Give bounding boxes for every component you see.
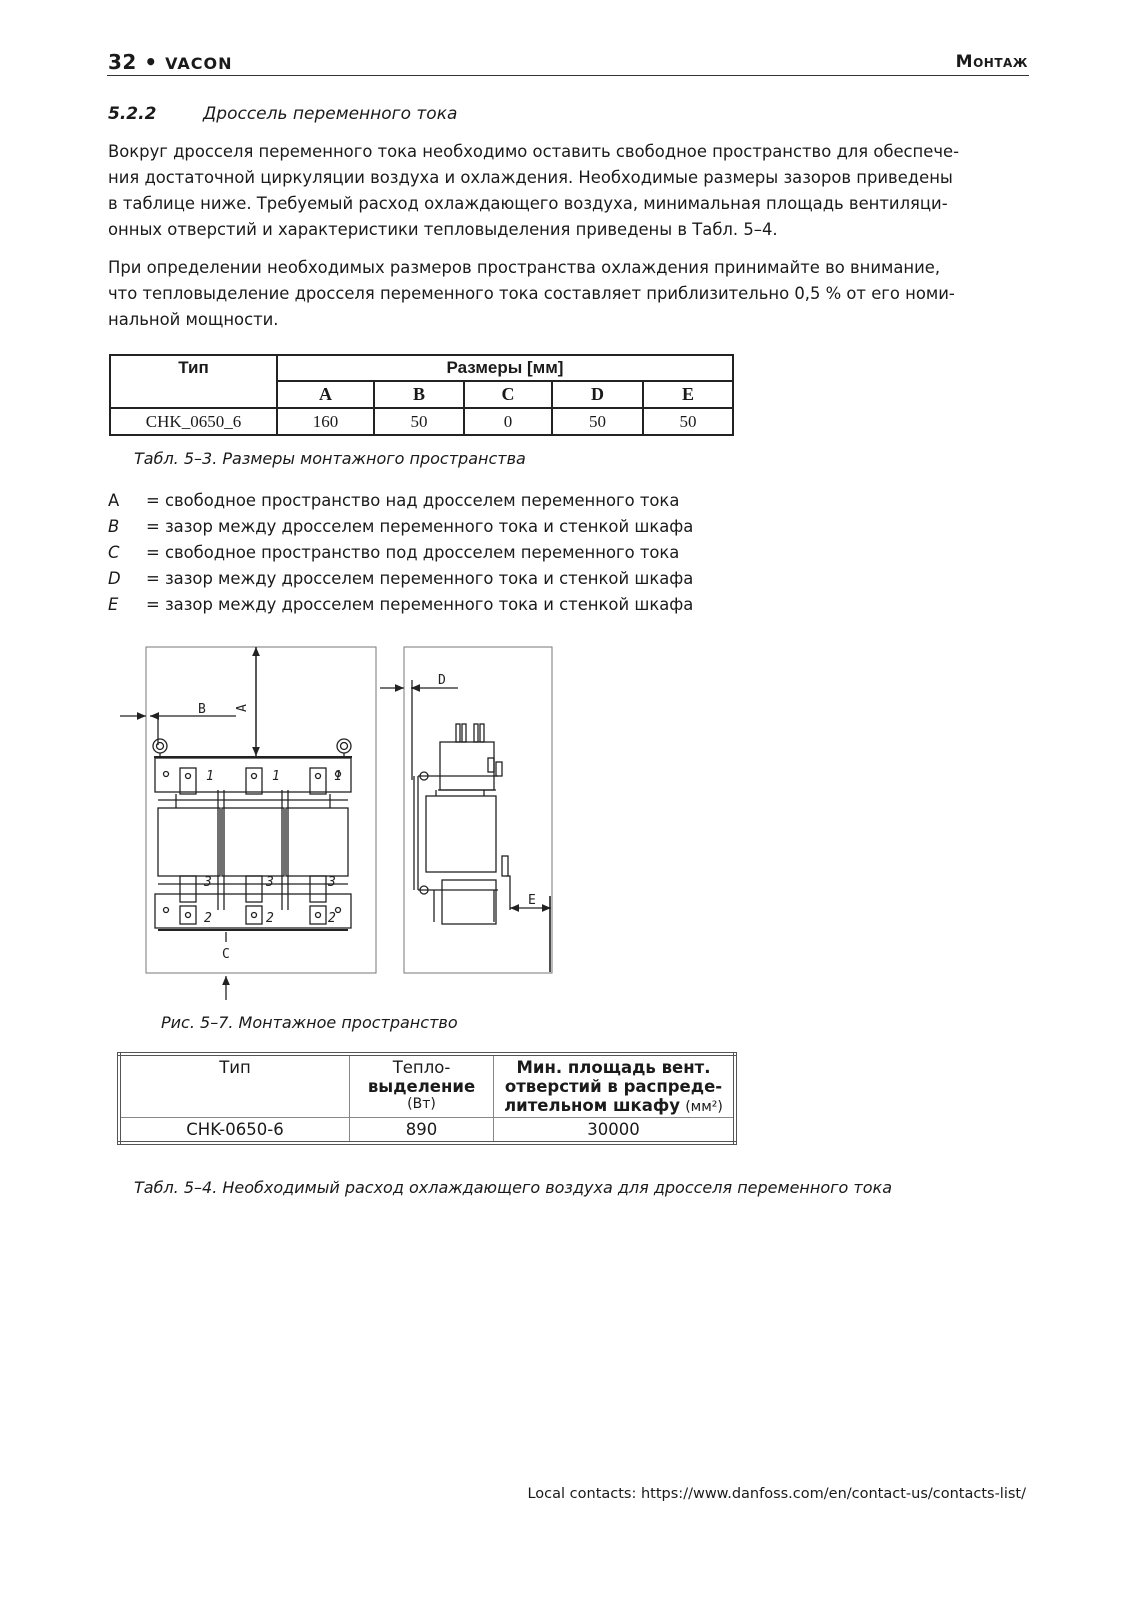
page-header-left — [108, 50, 233, 74]
table-header-type: Тип — [119, 1054, 350, 1118]
brand-name: VACON — [165, 54, 233, 73]
cell-area: 30000 — [494, 1118, 736, 1144]
label-d: D — [438, 673, 446, 688]
front-view — [120, 647, 376, 1000]
section-title: Дроссель переменного тока — [203, 104, 458, 124]
choke-drawing — [118, 640, 568, 1005]
paragraph-line: в таблице ниже. Требуемый расход охлаждающего воздуха, минимальная площадь вентиляци- — [108, 194, 948, 213]
paragraph-line: что тепловыделение дросселя переменного тока составляет приблизительно 0,5 % от его номи- — [108, 284, 955, 303]
paragraph-line: онных отверстий и характеристики тепловыделения приведены в Табл. 5–4. — [108, 220, 778, 239]
cell-b: 50 — [374, 408, 464, 435]
legend-item: C = свободное пространство под дросселем переменного тока — [108, 543, 680, 562]
terminal-label: 1 — [272, 769, 280, 784]
cell-a: 160 — [277, 408, 374, 435]
table-header-dimensions: Размеры [мм] — [277, 355, 733, 381]
table-header-vent-area: Мин. площадь вент. отверстий в распреде- лительном шкафу (мм²) — [494, 1054, 736, 1118]
terminal-label: 3 — [328, 875, 336, 890]
mounting-space-table — [109, 354, 734, 436]
side-view — [380, 647, 552, 973]
cell-type: CHK_0650_6 — [110, 408, 277, 435]
cell-heat: 890 — [350, 1118, 494, 1144]
cell-d: 50 — [552, 408, 643, 435]
column-header-d: D — [552, 381, 643, 408]
table-1-caption: Табл. 5–3. Размеры монтажного пространства — [134, 449, 526, 468]
label-c: C — [222, 947, 230, 962]
paragraph-line: Вокруг дросселя переменного тока необходимо оставить свободное пространство для обеспече- — [108, 142, 960, 161]
legend-item: B = зазор между дросселем переменного тока и стенкой шкафа — [108, 517, 694, 536]
paragraph-line: нальной мощности. — [108, 310, 279, 329]
page-number: 32 — [108, 50, 137, 74]
column-header-e: E — [643, 381, 733, 408]
terminal-label: 3 — [204, 875, 212, 890]
figure-caption: Рис. 5–7. Монтажное пространство — [161, 1013, 458, 1032]
column-header-c: C — [464, 381, 552, 408]
table-row — [119, 1118, 735, 1144]
table-header-type: Тип — [110, 355, 277, 408]
label-a: A — [235, 704, 250, 712]
cell-c: 0 — [464, 408, 552, 435]
label-e: E — [528, 893, 536, 908]
paragraph-1 — [108, 139, 1028, 243]
terminal-label: 2 — [328, 911, 336, 926]
table-header-row — [119, 1054, 735, 1118]
paragraph-line: При определении необходимых размеров пространства охлаждения принимайте во внимание, — [108, 258, 941, 277]
terminal-label: 1 — [334, 769, 342, 784]
chapter-title: Монтаж — [955, 52, 1028, 72]
legend-item: A = свободное пространство над дросселем переменного тока — [108, 491, 680, 510]
table-header-heat: Тепло- выделение (Вт) — [350, 1054, 494, 1118]
terminal-label: 2 — [204, 911, 212, 926]
header-rule — [107, 75, 1029, 76]
footer-contacts: Local contacts: https://www.danfoss.com/en/contact-us/contacts-list/ — [527, 1486, 1026, 1502]
column-header-b: B — [374, 381, 464, 408]
column-header-a: A — [277, 381, 374, 408]
legend-item: E = зазор между дросселем переменного тока и стенкой шкафа — [108, 595, 694, 614]
paragraph-2 — [108, 255, 1028, 333]
section-number: 5.2.2 — [108, 104, 157, 124]
terminal-label: 3 — [266, 875, 274, 890]
mounting-space-figure — [118, 640, 568, 1009]
bullet: • — [144, 50, 158, 74]
table-2-caption: Табл. 5–4. Необходимый расход охлаждающего воздуха для дросселя переменного тока — [134, 1178, 892, 1197]
label-b: B — [198, 702, 206, 717]
terminal-label: 2 — [266, 911, 274, 926]
cell-e: 50 — [643, 408, 733, 435]
dimension-legend — [108, 488, 693, 618]
terminal-label: 1 — [206, 769, 214, 784]
cooling-air-table — [117, 1052, 737, 1145]
table-row — [110, 408, 733, 435]
paragraph-line: ния достаточной циркуляции воздуха и охлаждения. Необходимые размеры зазоров приведены — [108, 168, 953, 187]
cell-type: CHK-0650-6 — [119, 1118, 350, 1144]
legend-item: D = зазор между дросселем переменного тока и стенкой шкафа — [108, 569, 694, 588]
